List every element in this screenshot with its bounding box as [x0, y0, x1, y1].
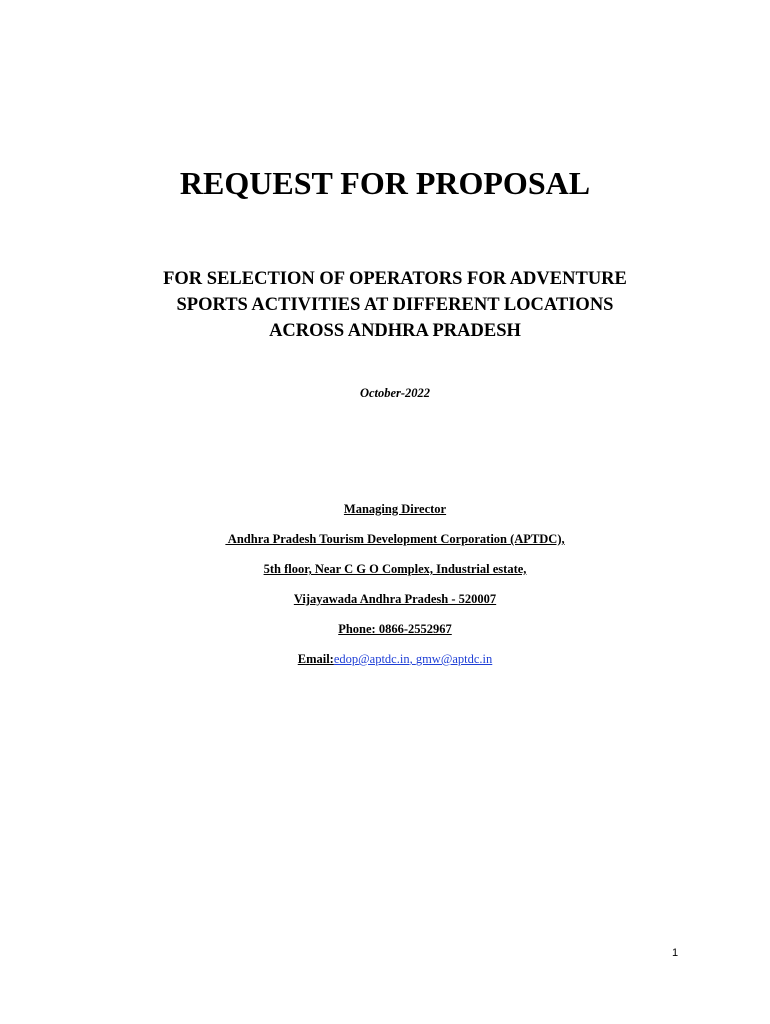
email-separator: , — [409, 652, 416, 666]
contact-city: Vijayawada Andhra Pradesh - 520007 — [293, 592, 497, 606]
page-number: 1 — [672, 947, 679, 959]
contact-designation-line — [0, 499, 770, 529]
subtitle-line: FOR SELECTION OF OPERATORS FOR ADVENTURE — [163, 269, 627, 289]
email-link-gmw[interactable]: gmw@aptdc.in — [415, 652, 493, 666]
contact-phone-line — [0, 619, 770, 649]
email-link-edop[interactable]: edop@aptdc.in — [333, 652, 410, 666]
subtitle-line: ACROSS ANDHRA PRADESH — [269, 321, 521, 341]
document-date: October-2022 — [359, 386, 431, 400]
document-title: REQUEST FOR PROPOSAL — [179, 165, 591, 201]
contact-email-line — [0, 649, 770, 679]
contact-designation: Managing Director — [343, 502, 447, 516]
contact-city-line — [0, 589, 770, 619]
contact-phone: Phone: 0866-2552967 — [338, 622, 452, 636]
contact-organization: Andhra Pradesh Tourism Development Corporation (APTDC), — [225, 532, 565, 546]
subtitle-line: SPORTS ACTIVITIES AT DIFFERENT LOCATIONS — [176, 295, 614, 315]
document-subtitle — [100, 266, 690, 344]
contact-block — [0, 499, 770, 679]
contact-address-line — [0, 559, 770, 589]
contact-organization-line — [0, 529, 770, 559]
email-label: Email: — [297, 652, 334, 666]
contact-address: 5th floor, Near C G O Complex, Industrial estate, — [263, 562, 527, 576]
